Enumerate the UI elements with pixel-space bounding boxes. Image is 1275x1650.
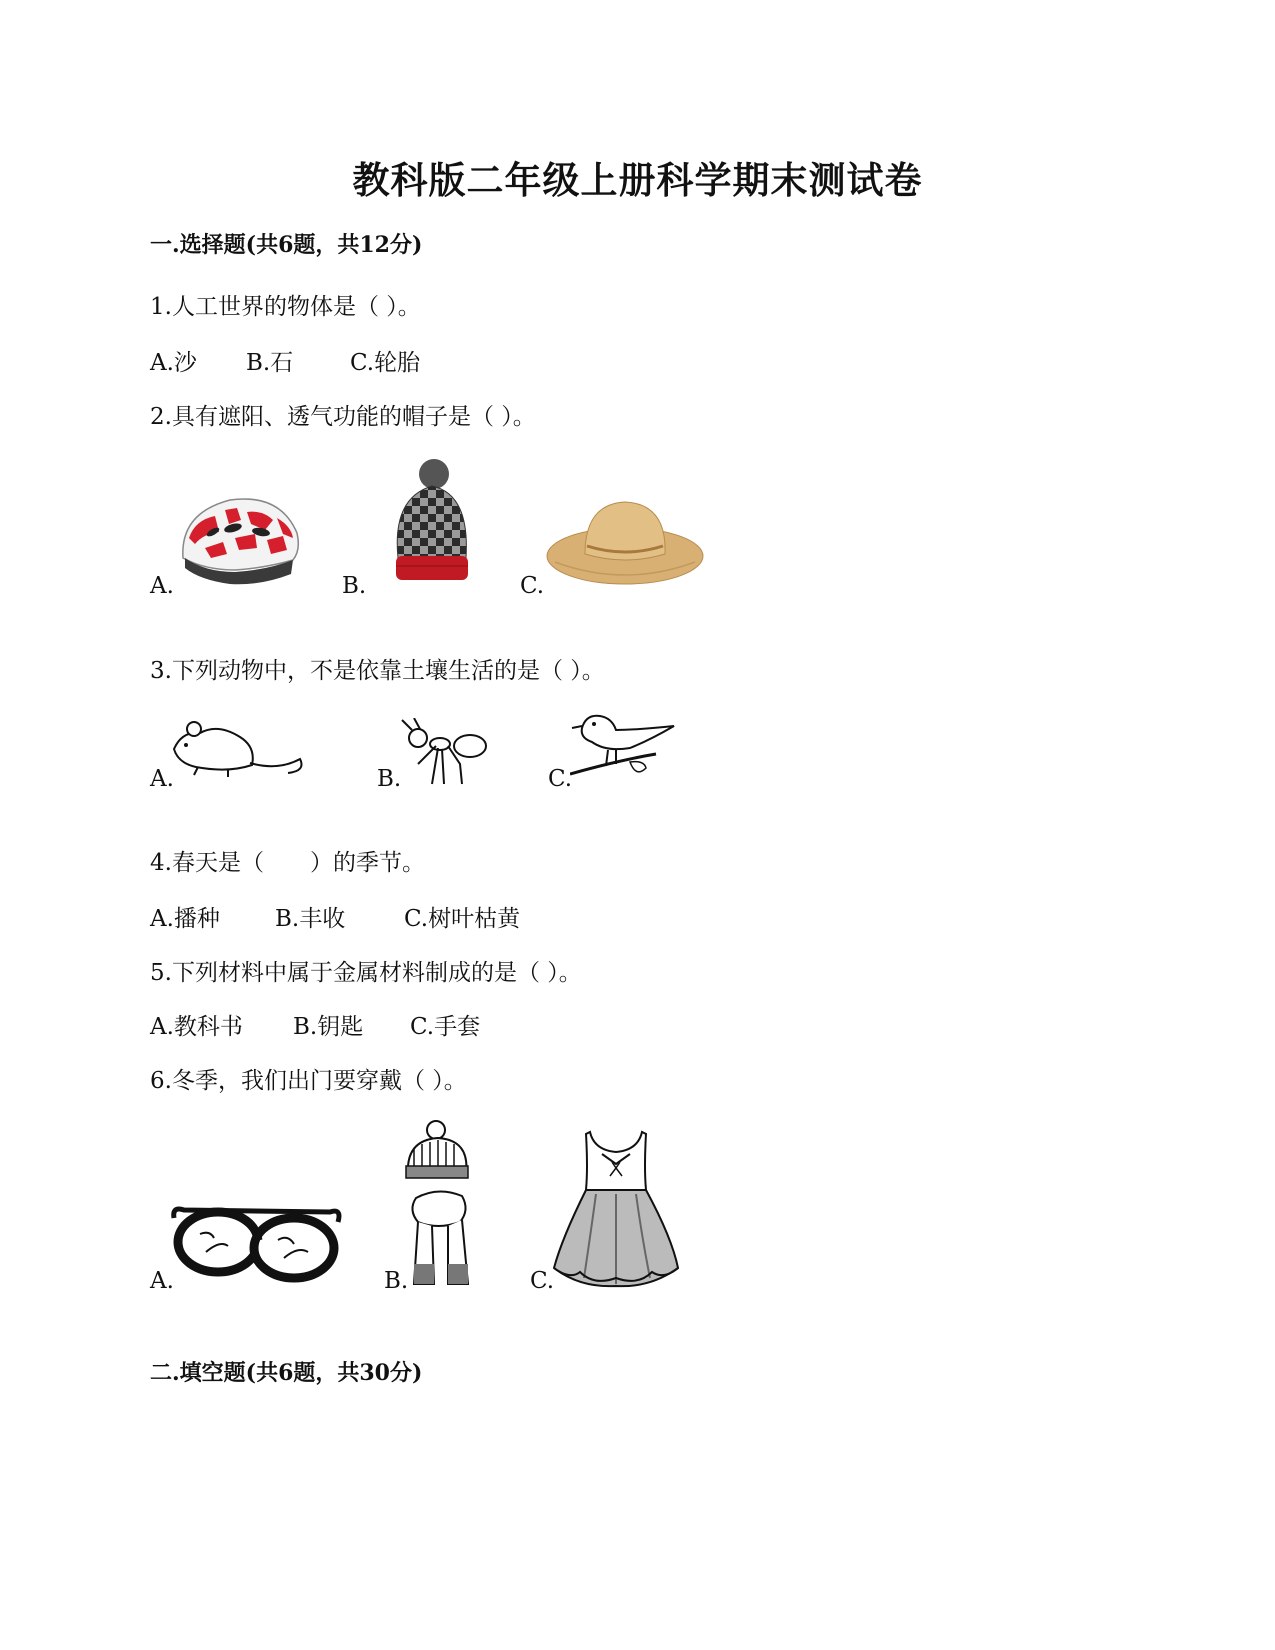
q1-option-c: C.轮胎 <box>350 350 421 376</box>
q5-option-a: A.教科书 <box>150 1014 243 1040</box>
q6-option-c: C. <box>530 1268 555 1294</box>
question-4: 4.春天是（ ）的季节。 <box>150 850 425 876</box>
q2-option-a: A. <box>150 573 174 599</box>
q1-option-b: B.石 <box>246 350 294 376</box>
bicycle-helmet-image <box>175 488 305 588</box>
bird-image <box>570 708 680 786</box>
section-heading-fill-blank: 二.填空题(共6题，共30分) <box>150 1360 423 1386</box>
page-title: 教科版二年级上册科学期末测试卷 <box>352 158 923 202</box>
question-3: 3.下列动物中，不是依靠土壤生活的是（ ）。 <box>150 658 605 684</box>
straw-hat-image <box>545 496 705 588</box>
q3-option-c: C. <box>548 766 573 792</box>
q4-option-b: B.丰收 <box>275 906 346 932</box>
q4-option-c: C.树叶枯黄 <box>404 906 521 932</box>
mouse-image <box>168 715 308 781</box>
q3-option-b: B. <box>377 766 402 792</box>
knit-hat-and-scarf-image <box>404 1118 476 1288</box>
q5-option-c: C.手套 <box>410 1014 481 1040</box>
q6-option-b: B. <box>384 1268 409 1294</box>
q1-option-a: A.沙 <box>150 350 197 376</box>
q2-option-c: C. <box>520 573 545 599</box>
sunglasses-image <box>170 1200 342 1288</box>
q6-option-a: A. <box>150 1268 174 1294</box>
question-2: 2.具有遮阳、透气功能的帽子是（ ）。 <box>150 404 536 430</box>
q5-option-b: B.钥匙 <box>293 1014 364 1040</box>
question-5: 5.下列材料中属于金属材料制成的是（ ）。 <box>150 960 582 986</box>
dress-image <box>550 1128 682 1292</box>
q4-option-a: A.播种 <box>150 906 220 932</box>
question-1: 1.人工世界的物体是（ ）。 <box>150 294 421 320</box>
q2-option-b: B. <box>342 573 367 599</box>
question-6: 6.冬季，我们出门要穿戴（ ）。 <box>150 1068 467 1094</box>
checkered-knit-hat-image <box>388 458 474 586</box>
ant-image <box>398 718 494 786</box>
section-heading-choice: 一.选择题(共6题，共12分) <box>150 232 423 258</box>
q3-option-a: A. <box>150 766 174 792</box>
